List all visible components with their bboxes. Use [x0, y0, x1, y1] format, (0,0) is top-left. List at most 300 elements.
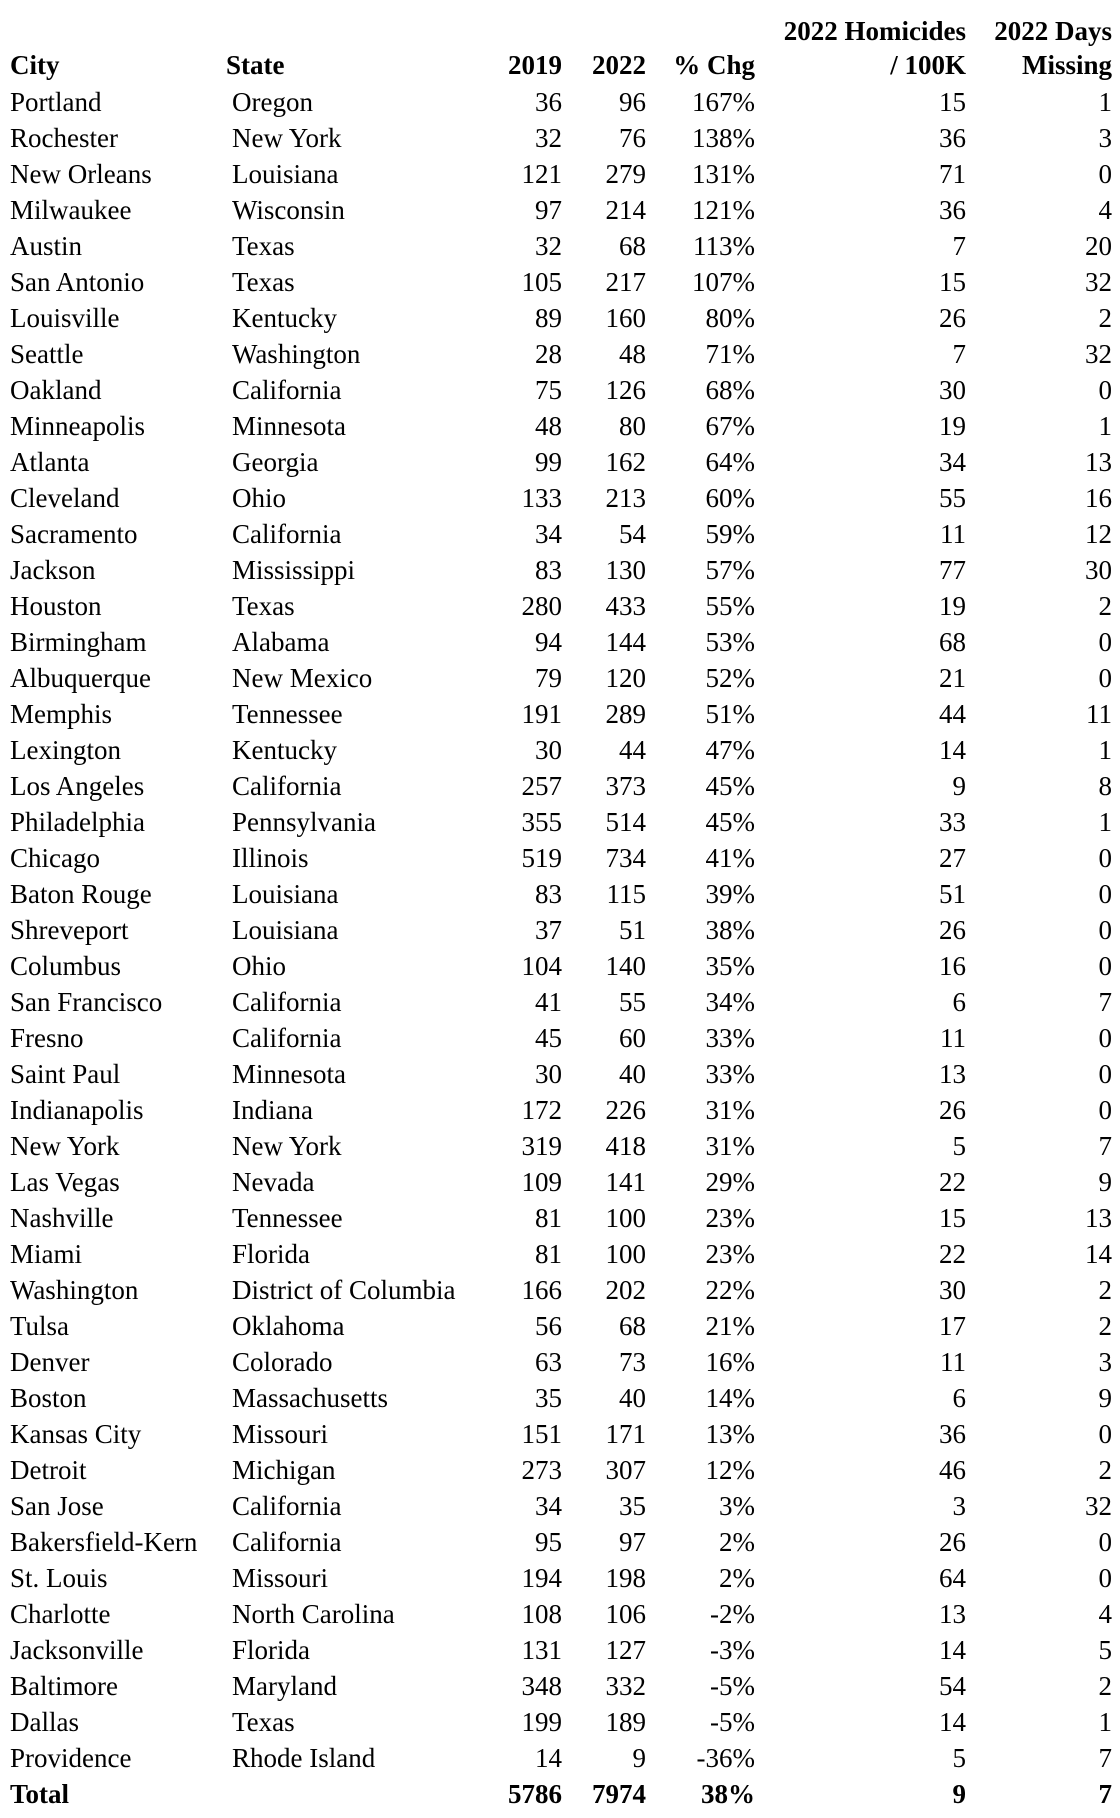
cell-days-missing: 32	[1085, 267, 1112, 297]
cell-2022: 115	[606, 879, 646, 909]
cell-days-missing: 7	[1098, 987, 1112, 1017]
table-row	[0, 1668, 1112, 1704]
cell-city: Charlotte	[10, 1599, 111, 1629]
cell-city: Los Angeles	[10, 771, 145, 801]
cell-city: Las Vegas	[10, 1167, 120, 1197]
cell-state: Florida	[232, 1635, 310, 1665]
cell-state: New York	[232, 1131, 342, 1161]
cell-homicides-per-100k: 13	[939, 1059, 966, 1089]
cell-days-missing: 7	[1098, 1131, 1112, 1161]
table-row	[0, 1632, 1112, 1668]
cell-state: Indiana	[232, 1095, 313, 1125]
cell-state: Ohio	[232, 951, 286, 981]
cell-2019: 36	[535, 87, 562, 117]
cell-homicides-per-100k: 22	[939, 1239, 966, 1269]
cell-2022: 40	[619, 1059, 646, 1089]
cell-days-missing: 7	[1098, 1743, 1112, 1773]
cell-state: California	[232, 1527, 342, 1557]
cell-2019: 355	[521, 807, 562, 837]
cell-2019: 34	[535, 519, 562, 549]
cell-homicides-per-100k: 7	[952, 231, 966, 261]
cell-pct-chg: 138%	[692, 123, 755, 153]
cell-2019: 280	[521, 591, 562, 621]
cell-city: Baltimore	[10, 1671, 118, 1701]
cell-homicides-per-100k: 15	[939, 87, 966, 117]
cell-2022: 140	[605, 951, 646, 981]
table-row	[0, 1200, 1112, 1236]
cell-days-missing: 0	[1098, 843, 1112, 873]
cell-state: Missouri	[232, 1563, 329, 1593]
cell-pct-chg: 21%	[705, 1311, 755, 1341]
cell-2019: 105	[521, 267, 562, 297]
cell-2022: 141	[605, 1167, 646, 1197]
cell-state: California	[232, 987, 342, 1017]
cell-2022: 144	[605, 627, 646, 657]
cell-2019: 519	[521, 843, 562, 873]
cell-days-missing: 12	[1085, 519, 1112, 549]
cell-homicides-per-100k: 26	[939, 1095, 966, 1125]
cell-city: San Jose	[10, 1491, 104, 1521]
cell-state: Oklahoma	[232, 1311, 345, 1341]
cell-city: Atlanta	[10, 447, 90, 477]
total-homicides-per-100k: 9	[952, 1779, 966, 1809]
cell-2019: 109	[521, 1167, 562, 1197]
cell-city: Baton Rouge	[10, 879, 152, 909]
cell-2022: 9	[632, 1743, 646, 1773]
cell-state: Massachusetts	[232, 1383, 388, 1413]
cell-days-missing: 0	[1098, 1023, 1112, 1053]
cell-pct-chg: 68%	[705, 375, 755, 405]
cell-homicides-per-100k: 36	[939, 195, 966, 225]
total-label: Total	[10, 1779, 70, 1809]
table-row	[0, 300, 1112, 336]
cell-2019: 83	[535, 555, 562, 585]
table-row	[0, 372, 1112, 408]
cell-2022: 100	[605, 1239, 646, 1269]
cell-pct-chg: 80%	[705, 303, 755, 333]
cell-homicides-per-100k: 19	[939, 591, 966, 621]
cell-city: Denver	[10, 1347, 90, 1377]
cell-days-missing: 0	[1098, 915, 1112, 945]
table-row	[0, 624, 1112, 660]
cell-pct-chg: 3%	[719, 1491, 755, 1521]
cell-city: Cleveland	[10, 483, 120, 513]
cell-days-missing: 0	[1098, 663, 1112, 693]
cell-city: Portland	[10, 87, 102, 117]
cell-state: Wisconsin	[232, 195, 345, 225]
cell-state: Rhode Island	[232, 1743, 376, 1773]
table-row	[0, 840, 1112, 876]
cell-homicides-per-100k: 14	[939, 1635, 966, 1665]
cell-2022: 734	[605, 843, 646, 873]
cell-pct-chg: 45%	[705, 771, 755, 801]
cell-days-missing: 1	[1098, 411, 1112, 441]
cell-pct-chg: 45%	[705, 807, 755, 837]
cell-pct-chg: 39%	[705, 879, 755, 909]
cell-2022: 44	[619, 735, 646, 765]
table-row	[0, 1704, 1112, 1740]
cell-state: Missouri	[232, 1419, 329, 1449]
table-row	[0, 552, 1112, 588]
cell-homicides-per-100k: 15	[939, 1203, 966, 1233]
table-row	[0, 1416, 1112, 1452]
cell-days-missing: 4	[1098, 1599, 1112, 1629]
cell-city: Albuquerque	[10, 663, 151, 693]
cell-2022: 97	[619, 1527, 646, 1557]
cell-days-missing: 32	[1085, 1491, 1112, 1521]
cell-2022: 76	[619, 123, 646, 153]
cell-2019: 166	[521, 1275, 562, 1305]
cell-city: San Francisco	[10, 987, 163, 1017]
cell-2022: 100	[605, 1203, 646, 1233]
cell-homicides-per-100k: 6	[952, 1383, 966, 1413]
cell-2022: 106	[605, 1599, 646, 1629]
table-row	[0, 1128, 1112, 1164]
cell-2022: 60	[619, 1023, 646, 1053]
cell-2019: 194	[521, 1563, 562, 1593]
cell-state: Texas	[232, 231, 295, 261]
cell-pct-chg: 14%	[705, 1383, 755, 1413]
cell-city: Chicago	[10, 843, 100, 873]
cell-pct-chg: 55%	[705, 591, 755, 621]
cell-pct-chg: 167%	[692, 87, 755, 117]
cell-city: Washington	[10, 1275, 139, 1305]
cell-pct-chg: 52%	[705, 663, 755, 693]
table-row	[0, 444, 1112, 480]
table-row	[0, 732, 1112, 768]
cell-pct-chg: 33%	[705, 1023, 755, 1053]
cell-city: Austin	[10, 231, 83, 261]
cell-pct-chg: 71%	[705, 339, 755, 369]
table-row	[0, 516, 1112, 552]
cell-2022: 189	[605, 1707, 646, 1737]
cell-2019: 45	[535, 1023, 562, 1053]
cell-pct-chg: 113%	[693, 231, 755, 261]
cell-homicides-per-100k: 34	[939, 447, 966, 477]
cell-days-missing: 2	[1098, 1311, 1112, 1341]
cell-days-missing: 1	[1098, 87, 1112, 117]
cell-city: Providence	[10, 1743, 132, 1773]
table-row	[0, 1560, 1112, 1596]
cell-homicides-per-100k: 17	[939, 1311, 966, 1341]
cell-pct-chg: 16%	[705, 1347, 755, 1377]
header-days-line2: Missing	[1021, 50, 1112, 80]
cell-city: Kansas City	[10, 1419, 142, 1449]
cell-2019: 94	[535, 627, 562, 657]
cell-city: Indianapolis	[10, 1095, 144, 1125]
cell-city: Detroit	[10, 1455, 87, 1485]
cell-2019: 37	[535, 915, 562, 945]
cell-2022: 96	[619, 87, 646, 117]
cell-state: Minnesota	[232, 1059, 346, 1089]
cell-days-missing: 11	[1086, 699, 1112, 729]
cell-homicides-per-100k: 15	[939, 267, 966, 297]
header-row	[0, 14, 1112, 84]
cell-2019: 14	[535, 1743, 562, 1773]
cell-2019: 131	[521, 1635, 562, 1665]
table-row	[0, 336, 1112, 372]
cell-pct-chg: 33%	[705, 1059, 755, 1089]
cell-state: Tennessee	[232, 1203, 343, 1233]
cell-days-missing: 0	[1098, 1095, 1112, 1125]
cell-state: Georgia	[232, 447, 319, 477]
cell-days-missing: 0	[1098, 1527, 1112, 1557]
cell-pct-chg: 38%	[705, 915, 755, 945]
cell-2019: 199	[521, 1707, 562, 1737]
cell-city: Philadelphia	[10, 807, 145, 837]
cell-city: Boston	[10, 1383, 87, 1413]
cell-city: Shreveport	[10, 915, 129, 945]
cell-homicides-per-100k: 3	[952, 1491, 966, 1521]
cell-days-missing: 16	[1085, 483, 1112, 513]
cell-homicides-per-100k: 30	[939, 375, 966, 405]
cell-state: Texas	[232, 267, 295, 297]
cell-2019: 83	[535, 879, 562, 909]
cell-days-missing: 5	[1098, 1635, 1112, 1665]
cell-homicides-per-100k: 14	[939, 1707, 966, 1737]
cell-2019: 32	[535, 231, 562, 261]
cell-homicides-per-100k: 5	[952, 1743, 966, 1773]
cell-days-missing: 2	[1098, 1671, 1112, 1701]
cell-homicides-per-100k: 26	[939, 1527, 966, 1557]
cell-days-missing: 13	[1085, 1203, 1112, 1233]
cell-days-missing: 8	[1098, 771, 1112, 801]
cell-homicides-per-100k: 33	[939, 807, 966, 837]
cell-state: California	[232, 1491, 342, 1521]
cell-days-missing: 1	[1098, 807, 1112, 837]
cell-state: California	[232, 1023, 342, 1053]
cell-state: Oregon	[232, 87, 313, 117]
cell-state: Louisiana	[232, 159, 339, 189]
cell-pct-chg: 23%	[705, 1239, 755, 1269]
cell-2019: 32	[535, 123, 562, 153]
cell-state: Texas	[232, 591, 295, 621]
cell-2022: 68	[619, 231, 646, 261]
table-row	[0, 156, 1112, 192]
cell-2019: 34	[535, 1491, 562, 1521]
cell-2019: 30	[535, 735, 562, 765]
cell-days-missing: 0	[1098, 1419, 1112, 1449]
cell-pct-chg: 31%	[705, 1095, 755, 1125]
cell-pct-chg: 131%	[692, 159, 755, 189]
cell-2022: 373	[605, 771, 646, 801]
cell-days-missing: 13	[1085, 447, 1112, 477]
cell-2022: 51	[619, 915, 646, 945]
cell-2019: 79	[535, 663, 562, 693]
cell-homicides-per-100k: 9	[952, 771, 966, 801]
cell-homicides-per-100k: 68	[939, 627, 966, 657]
cell-homicides-per-100k: 44	[939, 699, 966, 729]
cell-pct-chg: -36%	[696, 1743, 755, 1773]
cell-pct-chg: 60%	[705, 483, 755, 513]
cell-days-missing: 1	[1098, 1707, 1112, 1737]
cell-days-missing: 9	[1098, 1383, 1112, 1413]
cell-pct-chg: 35%	[705, 951, 755, 981]
cell-2022: 433	[605, 591, 646, 621]
cell-2022: 202	[605, 1275, 646, 1305]
cell-pct-chg: 13%	[705, 1419, 755, 1449]
cell-homicides-per-100k: 11	[940, 1347, 966, 1377]
cell-city: Miami	[10, 1239, 82, 1269]
cell-2019: 348	[521, 1671, 562, 1701]
cell-state: New York	[232, 123, 342, 153]
cell-homicides-per-100k: 11	[940, 1023, 966, 1053]
table-row	[0, 480, 1112, 516]
table-row	[0, 1164, 1112, 1200]
total-2022: 7974	[592, 1779, 646, 1809]
header-state: State	[226, 50, 285, 80]
cell-homicides-per-100k: 26	[939, 915, 966, 945]
cell-2019: 48	[535, 411, 562, 441]
header-homicides-line2: / 100K	[890, 50, 966, 80]
cell-city: Jacksonville	[10, 1635, 144, 1665]
cell-2019: 108	[521, 1599, 562, 1629]
cell-pct-chg: 12%	[705, 1455, 755, 1485]
header-days-line1: 2022 Days	[994, 16, 1112, 46]
cell-city: Sacramento	[10, 519, 138, 549]
cell-state: Ohio	[232, 483, 286, 513]
table-row	[0, 1380, 1112, 1416]
cell-2022: 120	[605, 663, 646, 693]
cell-city: Minneapolis	[10, 411, 145, 441]
cell-days-missing: 1	[1098, 735, 1112, 765]
cell-2019: 63	[535, 1347, 562, 1377]
cell-homicides-per-100k: 22	[939, 1167, 966, 1197]
cell-2022: 40	[619, 1383, 646, 1413]
homicide-stats-table	[0, 14, 1112, 1812]
cell-2022: 55	[619, 987, 646, 1017]
cell-2022: 279	[605, 159, 646, 189]
header-city: City	[10, 50, 60, 80]
cell-days-missing: 0	[1098, 627, 1112, 657]
table-row	[0, 948, 1112, 984]
cell-pct-chg: 53%	[705, 627, 755, 657]
cell-city: Memphis	[10, 699, 113, 729]
cell-state: New Mexico	[232, 663, 373, 693]
cell-2019: 97	[535, 195, 562, 225]
cell-days-missing: 0	[1098, 879, 1112, 909]
cell-city: Houston	[10, 591, 102, 621]
cell-homicides-per-100k: 14	[939, 735, 966, 765]
cell-state: Tennessee	[232, 699, 343, 729]
table-body	[0, 84, 1112, 1776]
cell-days-missing: 20	[1085, 231, 1112, 261]
cell-days-missing: 0	[1098, 1059, 1112, 1089]
cell-2022: 130	[605, 555, 646, 585]
cell-days-missing: 2	[1098, 1455, 1112, 1485]
cell-state: Mississippi	[232, 555, 356, 585]
cell-2019: 121	[521, 159, 562, 189]
cell-days-missing: 0	[1098, 1563, 1112, 1593]
cell-city: Seattle	[10, 339, 84, 369]
total-row	[0, 1776, 1112, 1812]
table-row	[0, 1308, 1112, 1344]
cell-2019: 41	[535, 987, 562, 1017]
cell-pct-chg: 29%	[705, 1167, 755, 1197]
cell-pct-chg: 51%	[705, 699, 755, 729]
cell-pct-chg: 34%	[705, 987, 755, 1017]
cell-city: Tulsa	[10, 1311, 70, 1341]
cell-homicides-per-100k: 64	[939, 1563, 966, 1593]
cell-pct-chg: 67%	[705, 411, 755, 441]
cell-homicides-per-100k: 19	[939, 411, 966, 441]
cell-homicides-per-100k: 36	[939, 123, 966, 153]
cell-2022: 214	[605, 195, 646, 225]
table-row	[0, 912, 1112, 948]
cell-city: Milwaukee	[10, 195, 132, 225]
table-row	[0, 696, 1112, 732]
cell-2022: 198	[605, 1563, 646, 1593]
cell-state: Florida	[232, 1239, 310, 1269]
cell-days-missing: 2	[1098, 303, 1112, 333]
cell-2019: 273	[521, 1455, 562, 1485]
cell-state: District of Columbia	[232, 1275, 456, 1305]
cell-2019: 319	[521, 1131, 562, 1161]
cell-state: Colorado	[232, 1347, 333, 1377]
cell-homicides-per-100k: 7	[952, 339, 966, 369]
cell-homicides-per-100k: 77	[939, 555, 966, 585]
cell-2019: 172	[521, 1095, 562, 1125]
cell-homicides-per-100k: 16	[939, 951, 966, 981]
cell-state: Minnesota	[232, 411, 346, 441]
cell-city: Columbus	[10, 951, 122, 981]
table-row	[0, 1092, 1112, 1128]
cell-2019: 104	[521, 951, 562, 981]
total-2019: 5786	[508, 1779, 562, 1809]
cell-2022: 162	[605, 447, 646, 477]
cell-pct-chg: 64%	[705, 447, 755, 477]
cell-city: Lexington	[10, 735, 121, 765]
cell-2019: 191	[521, 699, 562, 729]
cell-2022: 289	[605, 699, 646, 729]
cell-homicides-per-100k: 36	[939, 1419, 966, 1449]
table-row	[0, 264, 1112, 300]
header-pct-chg: % Chg	[673, 50, 755, 80]
cell-2019: 99	[535, 447, 562, 477]
cell-state: Pennsylvania	[232, 807, 376, 837]
cell-pct-chg: 23%	[705, 1203, 755, 1233]
table-row	[0, 1236, 1112, 1272]
table-row	[0, 1272, 1112, 1308]
cell-2022: 171	[605, 1419, 646, 1449]
cell-homicides-per-100k: 13	[939, 1599, 966, 1629]
cell-state: Louisiana	[232, 879, 339, 909]
table-row	[0, 228, 1112, 264]
cell-2019: 56	[535, 1311, 562, 1341]
cell-state: Michigan	[232, 1455, 336, 1485]
cell-homicides-per-100k: 6	[952, 987, 966, 1017]
cell-city: San Antonio	[10, 267, 145, 297]
cell-days-missing: 0	[1098, 159, 1112, 189]
cell-pct-chg: 47%	[705, 735, 755, 765]
table-row	[0, 1596, 1112, 1632]
table-row	[0, 192, 1112, 228]
cell-homicides-per-100k: 27	[939, 843, 966, 873]
table-row	[0, 984, 1112, 1020]
header-2022: 2022	[592, 50, 646, 80]
cell-city: Rochester	[10, 123, 118, 153]
cell-pct-chg: 31%	[705, 1131, 755, 1161]
cell-2022: 48	[619, 339, 646, 369]
cell-2019: 81	[535, 1239, 562, 1269]
cell-homicides-per-100k: 54	[939, 1671, 966, 1701]
cell-pct-chg: 22%	[705, 1275, 755, 1305]
cell-city: Nashville	[10, 1203, 114, 1233]
table-row	[0, 804, 1112, 840]
total-days-missing: 7	[1098, 1779, 1112, 1809]
cell-city: Bakersfield-Kern	[10, 1527, 198, 1557]
cell-homicides-per-100k: 26	[939, 303, 966, 333]
